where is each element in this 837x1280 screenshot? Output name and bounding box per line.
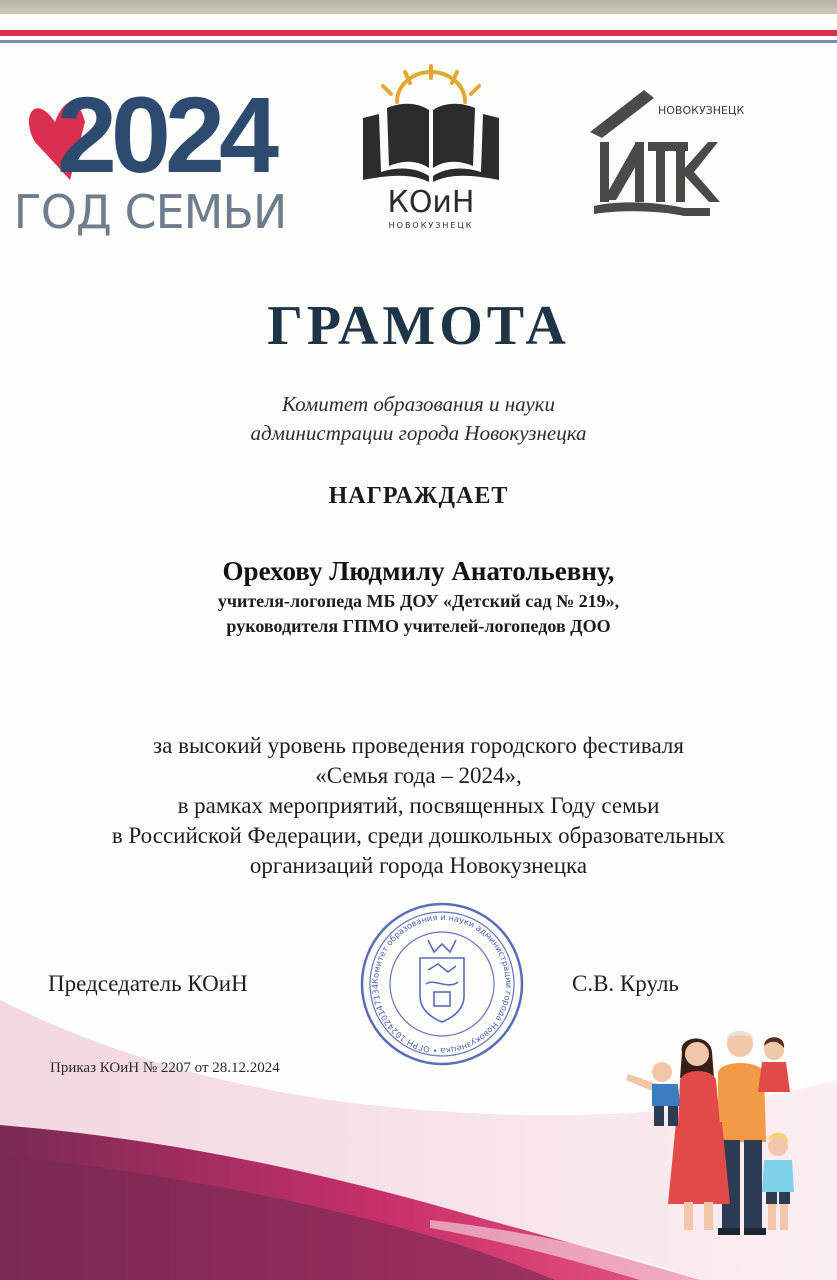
top-blue-line <box>0 40 837 43</box>
issuer <box>0 390 837 448</box>
top-red-line <box>0 30 837 36</box>
family-illustration <box>618 1022 818 1252</box>
reason-line: за высокий уровень проведения городского фестиваля <box>153 733 684 758</box>
baby-figure <box>652 1062 680 1126</box>
koin-logo-city: НОВОКУЗНЕЦК <box>388 221 474 230</box>
order-reference: Приказ КОиН № 2207 от 28.12.2024 <box>50 1060 280 1076</box>
book-base-icon <box>594 202 710 216</box>
year-logo-year: 2024 <box>56 74 274 195</box>
signatory-name: С.В. Круль <box>572 971 679 996</box>
reason-line: организаций города Новокузнецка <box>249 853 588 878</box>
roof-icon <box>590 90 654 138</box>
issuer-line-2: администрации города Новокузнецка <box>250 421 587 445</box>
koin-logo <box>357 62 505 232</box>
award-reason <box>0 731 837 881</box>
issuer-line-1: Комитет образования и науки <box>281 392 555 416</box>
recipient-position-line-1: учителя-логопеда МБ ДОУ «Детский сад № 219», <box>217 591 620 611</box>
sun-icon <box>383 66 479 102</box>
stamp-text: Комитет образования и науки администрации города Новокузнецка • ОГРН 102420147134 <box>369 911 515 1057</box>
ipk-letters-icon <box>600 142 720 202</box>
reason-line: «Семья года – 2024», <box>315 763 522 788</box>
father-figure <box>718 1031 766 1235</box>
year-logo-caption: ГОД СЕМЬИ <box>13 185 287 239</box>
ipk-logo <box>588 82 745 222</box>
coat-of-arms-icon <box>420 940 464 1022</box>
certificate-title: ГРАМОТА <box>267 295 570 357</box>
awards-heading: НАГРАЖДАЕТ <box>328 483 509 509</box>
reason-line: в Российской Федерации, среди дошкольных образовательных <box>111 823 726 848</box>
mother-figure <box>626 1038 730 1230</box>
signatory-title: Председатель КОиН <box>48 971 248 996</box>
ipk-logo-city: НОВОКУЗНЕЦК <box>658 104 745 117</box>
year-of-family-logo <box>13 62 287 239</box>
reason-line: в рамках мероприятий, посвященных Году семьи <box>177 793 660 818</box>
koin-logo-name: КОиН <box>387 185 475 220</box>
official-stamp <box>358 900 526 1068</box>
boy-figure <box>762 1133 794 1230</box>
recipient-position-line-2: руководителя ГПМО учителей-логопедов ДОО <box>226 616 611 636</box>
recipient-name: Орехову Людмилу Анатольевну, <box>222 556 615 586</box>
open-book-icon <box>363 104 499 182</box>
girl-figure <box>758 1037 790 1092</box>
